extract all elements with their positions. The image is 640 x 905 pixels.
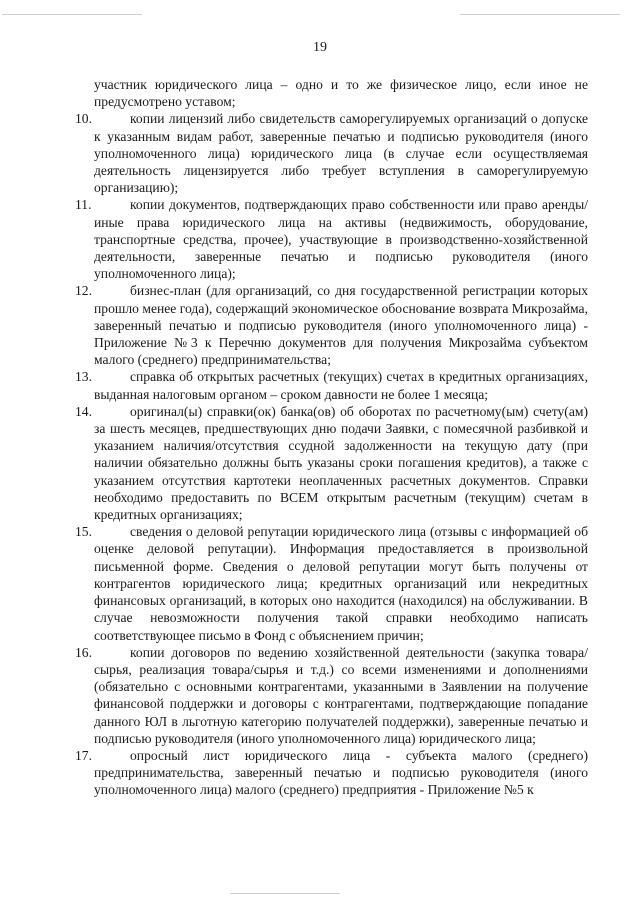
list-item-number: 17. [75, 747, 92, 763]
list-item-12 [75, 282, 588, 368]
list-item-text: опросный лист юридического лица - субъекта малого (среднего) предпринимательства, заверенный печатью и подписью руководителя (иного уполномоченного лица) малого (среднего) предприятия - Приложение №5 к [94, 747, 588, 798]
list-item-number: 12. [75, 283, 92, 299]
list-item-13 [75, 368, 588, 402]
list-item-text: копии документов, подтверждающих право собственности или право аренды/иные права юридического лица на активы (недвижимость, оборудование, транспортные средства, прочее), участвующие в производственно-хозяйственной деятельности, заверенные печатью и подписью руководителя (иного уполномоченного лица); [94, 197, 588, 282]
list-item-text: оригинал(ы) справки(ок) банка(ов) об оборотах по расчетному(ым) счету(ам) за шесть месяцев, предшествующих дню подачи Заявки, с помесячной разбивкой и указанием наличия/отсутствия ссудной задолженности на текущую дату (при наличии обязательно должны быть указаны сроки погашения кредитов), а также с указанием отсутствия картотеки неоплаченных расчетных документов. Справки необходимо предоставить по ВСЕМ открытым расчетным (текущим) счетам в кредитных организациях; [94, 403, 588, 523]
list-item-15 [75, 523, 588, 643]
list-item-text: сведения о деловой репутации юридического лица (отзывы с информацией об оценке деловой репутации). Информация предоставляется в произвольной письменной форме. Сведения о деловой репутации могут быть получены от контрагентов юридического лица; кредитных организаций или некредитных финансовых организаций, в которых оно находится (находился) на обслуживании. В случае невозможности получения такой справки необходимо написать соответствующее письмо в Фонд с объяснением причин; [94, 524, 588, 643]
list-item-10 [75, 110, 588, 196]
list-item-text: справка об открытых расчетных (текущих) счетах в кредитных организациях, выданная налоговым органом – сроком давности не более 1 месяца; [94, 369, 588, 402]
list-item-text: бизнес-план (для организаций, со дня государственной регистрации которых прошло менее года), содержащий экономическое обоснование возврата Микрозайма, заверенный печатью и подписью руководителя (иного уполномоченного лица) - Приложение №3 к Перечню документов для получения Микрозайма субъектом малого (среднего) предпринимательства; [94, 283, 588, 368]
list-item-text: копии договоров по ведению хозяйственной деятельности (закупка товара/сырья, реализация товара/сырья и т.д.) со всеми изменениями и дополнениями (обязательно с основными контрагентами, указанными в Заявлении на получение финансовой поддержки и договоры с контрагентами, подтверждающие попадание данного ЮЛ в льготную категорию получателей поддержки), заверенные печатью и подписью руководителя (иного уполномоченного лица) юридического лица; [94, 644, 588, 746]
list-item-number: 16. [75, 644, 92, 660]
page-number: 19 [313, 40, 327, 55]
list-item-number: 11. [75, 197, 92, 213]
list-item-number: 15. [75, 524, 92, 540]
list-item-11 [75, 196, 588, 282]
scan-artifact-top-left [2, 14, 142, 15]
list-item-number: 10. [75, 111, 92, 127]
list-item-14 [75, 403, 588, 523]
list-item-17 [75, 747, 588, 799]
document-body [75, 76, 588, 799]
list-item-number: 14. [75, 403, 92, 419]
continuation-paragraph: участник юридического лица – одно и то же физическое лицо, если иное не предусмотрено уставом; [94, 77, 588, 110]
scan-artifact-bottom [230, 893, 340, 894]
list-item-number: 13. [75, 369, 92, 385]
list-item-text: копии лицензий либо свидетельств саморегулируемых организаций о допуске к указанным видам работ, заверенные печатью и подписью руководителя (иного уполномоченного лица) юридического лица (в случае если осуществляемая деятельность лицензируется либо требует вступления в саморегулируемую организацию); [94, 111, 588, 196]
list-item-16 [75, 644, 588, 747]
scan-artifact-top-right [460, 14, 620, 15]
